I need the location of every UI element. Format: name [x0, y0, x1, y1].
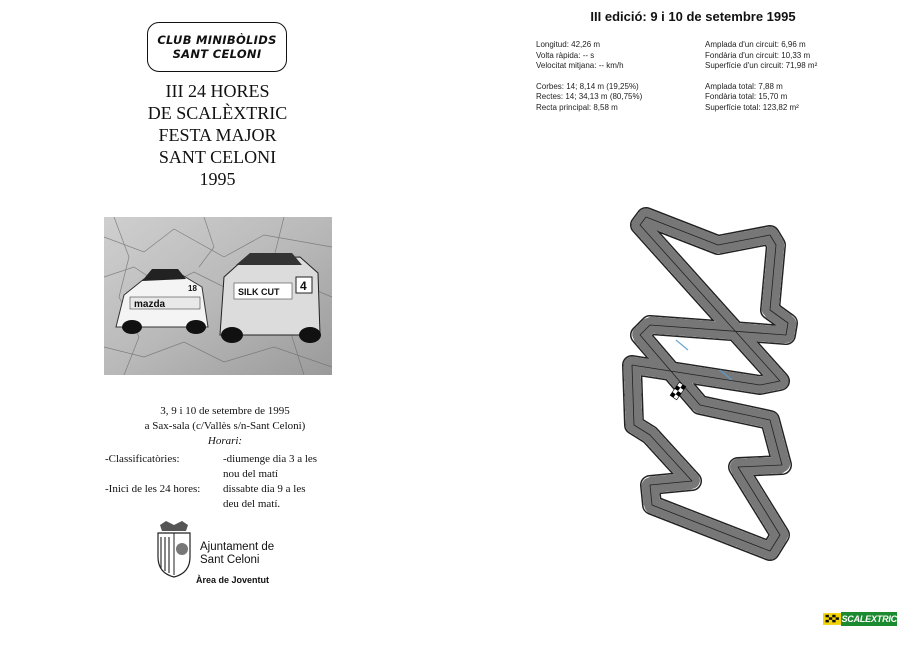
specs-right	[705, 40, 895, 113]
edition-title: III edició: 9 i 10 de setembre 1995	[590, 9, 796, 24]
race-cars-photo	[104, 217, 332, 375]
event-title-line: DE SCALÈXTRIC	[147, 103, 288, 123]
car-right-sponsor: SILK CUT	[238, 287, 280, 297]
coat-of-arms-icon	[152, 519, 196, 579]
scalextric-logo	[823, 612, 897, 626]
schedule-value-line: -diumenge dia 3 a les	[223, 453, 318, 465]
spec-length: Longitud: 42,26 m	[536, 40, 601, 49]
spec-avg-speed: Velocitat mitjana: -- km/h	[536, 61, 624, 70]
schedule-heading: Horari:	[207, 435, 243, 447]
spec-straights: Rectes: 14; 34,13 m (80,75%)	[536, 92, 643, 101]
checkered-flag-icon	[823, 612, 841, 626]
event-dates: 3, 9 i 10 de setembre de 1995	[160, 405, 290, 417]
event-info	[105, 404, 345, 512]
club-name-line2: SANT CELONI	[172, 47, 262, 61]
organizer-name-line: Ajuntament de	[200, 541, 275, 553]
specs-left	[536, 40, 706, 113]
schedule-value	[223, 482, 343, 512]
event-title	[120, 80, 315, 190]
spec-total-width: Amplada total: 7,88 m	[705, 81, 783, 91]
schedule-value-line: nou del matí	[223, 468, 278, 480]
event-title-line: SANT CELONI	[158, 147, 277, 167]
schedule-row	[105, 482, 345, 512]
event-title-line: III 24 HORES	[165, 81, 270, 101]
car-left-sponsor: mazda	[134, 299, 166, 310]
spec-circuit-area: Superfície d'un circuit: 71,98 m²	[705, 61, 818, 70]
club-badge	[147, 22, 287, 72]
schedule-value	[223, 452, 343, 482]
spec-fast-lap: Volta ràpida: -- s	[536, 50, 595, 60]
organizer-logo	[150, 517, 340, 587]
event-venue: a Sax-sala (c/Vallès s/n-Sant Celoni)	[144, 420, 306, 432]
schedule-value-line: deu del matí.	[223, 498, 281, 510]
scalextric-wordmark: SCALEXTRIC	[841, 614, 897, 624]
car-right-number: 4	[300, 279, 307, 293]
spec-total-area: Superfície total: 123,82 m²	[705, 102, 799, 112]
circuit-panel	[460, 0, 919, 650]
schedule-row	[105, 452, 345, 482]
race-cars-image	[104, 217, 332, 375]
spec-main-straight: Recta principal: 8,58 m	[536, 102, 618, 112]
organizer-name	[200, 541, 274, 567]
schedule-label: -Inici de les 24 hores:	[105, 483, 201, 495]
schedule-label: -Classificatòries:	[105, 453, 180, 465]
organizer-name-line: Sant Celoni	[200, 554, 260, 566]
event-title-line: FESTA MAJOR	[158, 125, 277, 145]
spec-circuit-depth: Fondària d'un circuit: 10,33 m	[705, 50, 811, 60]
car-left-number: 18	[188, 284, 197, 293]
poster-panel	[0, 0, 440, 650]
spec-circuit-width: Amplada d'un circuit: 6,96 m	[705, 40, 806, 49]
spec-curves: Corbes: 14; 8,14 m (19,25%)	[536, 81, 639, 91]
circuit-layout-diagram	[610, 205, 810, 570]
spec-total-depth: Fondària total: 15,70 m	[705, 92, 788, 101]
organizer-department: Àrea de Joventut	[196, 575, 270, 585]
event-title-line: 1995	[199, 169, 236, 189]
club-name-line1: CLUB MINIBÒLIDS	[157, 33, 277, 47]
schedule-value-line: dissabte dia 9 a les	[223, 483, 306, 495]
